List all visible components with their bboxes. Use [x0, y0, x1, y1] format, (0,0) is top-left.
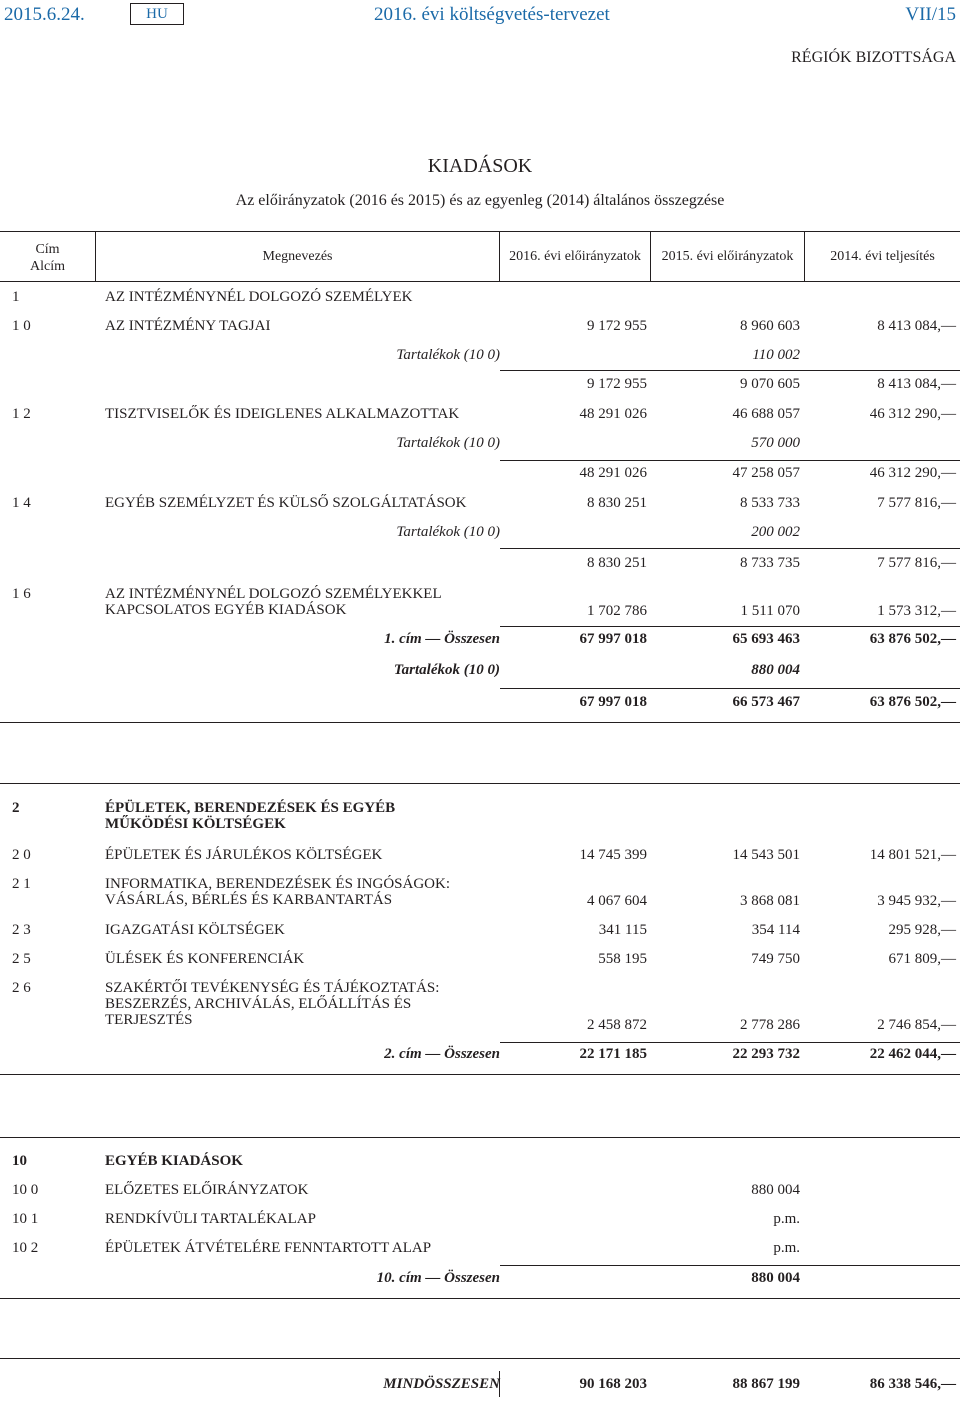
- grand-total-divider: [499, 1371, 500, 1397]
- row-code: 10 1: [12, 1211, 39, 1227]
- header-bottom-rule: [0, 281, 960, 282]
- value-2014: 671 809,—: [888, 951, 956, 967]
- row-name: INFORMATIKA, BERENDEZÉSEK ÉS INGÓSÁGOK: VÁSÁRLÁS, BÉRLÉS ÉS KARBANTARTÁS: [105, 876, 450, 908]
- value-2016: 67 997 018: [579, 631, 647, 647]
- value-2014: 1 573 312,—: [877, 603, 956, 619]
- value-2015: 66 573 467: [732, 694, 800, 710]
- value-2015: 880 004: [751, 1182, 800, 1198]
- rule: [0, 783, 960, 784]
- value-2014: 63 876 502,—: [869, 631, 956, 647]
- value-2014: 295 928,—: [888, 922, 956, 938]
- rule: [0, 1074, 960, 1075]
- value-2016: 558 195: [598, 951, 647, 967]
- row-code: 10 2: [12, 1240, 39, 1256]
- row-name: EGYÉB KIADÁSOK: [105, 1153, 243, 1169]
- value-2016: 1 702 786: [587, 603, 647, 619]
- rule: [0, 1137, 960, 1138]
- value-2014: 63 876 502,—: [869, 694, 956, 710]
- value-2016: 90 168 203: [579, 1376, 647, 1392]
- rule: [0, 1358, 960, 1359]
- row-name: RENDKÍVÜLI TARTALÉKALAP: [105, 1211, 316, 1227]
- value-2014: 2 746 854,—: [877, 1017, 956, 1033]
- row-code: 2 5: [12, 951, 31, 967]
- value-2016: 48 291 026: [579, 406, 647, 422]
- value-2016: 341 115: [598, 922, 647, 938]
- row-label: 1. cím — Összesen: [384, 631, 500, 647]
- value-2014: 8 413 084,—: [877, 376, 956, 392]
- row-code: 1: [12, 289, 20, 305]
- row-code: 1 2: [12, 406, 31, 422]
- value-2015: 749 750: [751, 951, 800, 967]
- rule: [500, 460, 960, 461]
- value-2014: 46 312 290,—: [869, 406, 956, 422]
- value-2016: 8 830 251: [587, 555, 647, 571]
- value-2016: 9 172 955: [587, 318, 647, 334]
- institution-name: RÉGIÓK BIZOTTSÁGA: [791, 49, 956, 66]
- value-2014: 46 312 290,—: [869, 465, 956, 481]
- row-name: EGYÉB SZEMÉLYZET ÉS KÜLSŐ SZOLGÁLTATÁSOK: [105, 495, 467, 511]
- row-code: 1 4: [12, 495, 31, 511]
- row-name: AZ INTÉZMÉNY TAGJAI: [105, 318, 271, 334]
- value-2016: 9 172 955: [587, 376, 647, 392]
- rule: [500, 548, 960, 549]
- row-code: 2 3: [12, 922, 31, 938]
- value-2015: p.m.: [773, 1211, 800, 1227]
- value-2014: 86 338 546,—: [869, 1376, 956, 1392]
- row-name: AZ INTÉZMÉNYNÉL DOLGOZÓ SZEMÉLYEK: [105, 289, 413, 305]
- rule: [500, 626, 960, 627]
- value-2014: 22 462 044,—: [869, 1046, 956, 1062]
- row-name: ÉPÜLETEK, BERENDEZÉSEK ÉS EGYÉB MŰKÖDÉSI KÖLTSÉGEK: [105, 800, 396, 832]
- value-2015: 570 000: [751, 435, 800, 451]
- header-date: 2015.6.24.: [4, 4, 85, 25]
- value-2016: 4 067 604: [587, 893, 647, 909]
- value-2015: 1 511 070: [740, 603, 800, 619]
- row-label: Tartalékok (10 0): [393, 662, 500, 678]
- row-code: 2: [12, 800, 20, 816]
- value-2015: 9 070 605: [740, 376, 800, 392]
- row-code: 1 6: [12, 586, 31, 602]
- value-2016: 67 997 018: [579, 694, 647, 710]
- rule: [0, 1298, 960, 1299]
- row-code: 2 6: [12, 980, 31, 996]
- value-2015: p.m.: [773, 1240, 800, 1256]
- header-doc-title: 2016. évi költségvetés-tervezet: [374, 4, 610, 25]
- language-label: HU: [146, 6, 168, 22]
- row-name: ÉPÜLETEK ÉS JÁRULÉKOS KÖLTSÉGEK: [105, 847, 383, 863]
- value-2015: 8 733 735: [740, 555, 800, 571]
- row-name: ÉPÜLETEK ÁTVÉTELÉRE FENNTARTOTT ALAP: [105, 1240, 432, 1256]
- value-2016: 22 171 185: [579, 1046, 647, 1062]
- rule: [0, 722, 960, 723]
- value-2015: 110 002: [752, 347, 800, 363]
- row-code: 2 1: [12, 876, 31, 892]
- row-name: AZ INTÉZMÉNYNÉL DOLGOZÓ SZEMÉLYEKKEL KAPCSOLATOS EGYÉB KIADÁSOK: [105, 586, 442, 618]
- value-2014: 7 577 816,—: [877, 495, 956, 511]
- value-2014: 14 801 521,—: [869, 847, 956, 863]
- value-2014: 7 577 816,—: [877, 555, 956, 571]
- value-2015: 8 533 733: [740, 495, 800, 511]
- value-2014: 8 413 084,—: [877, 318, 956, 334]
- rule: [500, 688, 960, 689]
- page-subtitle: Az előirányzatok (2016 és 2015) és az egyenleg (2014) általános összegzése: [235, 192, 725, 209]
- rule: [500, 1265, 960, 1266]
- row-code: 1 0: [12, 318, 31, 334]
- header-page-number: VII/15: [905, 4, 956, 25]
- row-name: SZAKÉRTŐI TEVÉKENYSÉG ÉS TÁJÉKOZTATÁS: BESZERZÉS, ARCHIVÁLÁS, ELŐÁLLÍTÁS ÉS TERJESZTÉS: [105, 980, 440, 1028]
- column-header-2015: 2015. évi előirányzatok: [661, 249, 794, 264]
- value-2015: 880 004: [751, 1270, 800, 1286]
- value-2015: 3 868 081: [740, 893, 800, 909]
- value-2015: 8 960 603: [740, 318, 800, 334]
- header-top-rule: [0, 231, 960, 232]
- row-code: 10: [12, 1153, 27, 1169]
- language-badge: [130, 3, 184, 25]
- row-label: 2. cím — Összesen: [384, 1046, 500, 1062]
- row-code: 2 0: [12, 847, 31, 863]
- value-2015: 47 258 057: [732, 465, 800, 481]
- value-2015: 88 867 199: [732, 1376, 800, 1392]
- value-2016: 8 830 251: [587, 495, 647, 511]
- value-2015: 200 002: [751, 524, 800, 540]
- column-header-name: Megnevezés: [262, 249, 333, 264]
- value-2015: 14 543 501: [732, 847, 800, 863]
- row-name: IGAZGATÁSI KÖLTSÉGEK: [105, 922, 285, 938]
- column-header-2016: 2016. évi előirányzatok: [509, 249, 641, 264]
- rule: [500, 1042, 960, 1043]
- row-label: MINDÖSSZESEN: [383, 1376, 500, 1392]
- row-code: 10 0: [12, 1182, 39, 1198]
- column-header-2014: 2014. évi teljesítés: [830, 249, 935, 264]
- page-title: KIADÁSOK: [427, 155, 533, 177]
- value-2015: 22 293 732: [732, 1046, 800, 1062]
- row-label: Tartalékok (10 0): [396, 347, 500, 363]
- value-2016: 14 745 399: [579, 847, 647, 863]
- value-2015: 880 004: [751, 662, 800, 678]
- value-2015: 65 693 463: [732, 631, 800, 647]
- value-2015: 46 688 057: [732, 406, 800, 422]
- value-2016: 48 291 026: [579, 465, 647, 481]
- column-header-code: Cím Alcím: [30, 242, 65, 274]
- row-name: ÜLÉSEK ÉS KONFERENCIÁK: [105, 951, 305, 967]
- value-2014: 3 945 932,—: [877, 893, 956, 909]
- value-2016: 2 458 872: [587, 1017, 647, 1033]
- value-2015: 354 114: [751, 922, 800, 938]
- row-label: Tartalékok (10 0): [396, 524, 500, 540]
- value-2015: 2 778 286: [740, 1017, 800, 1033]
- row-name: ELŐZETES ELŐIRÁNYZATOK: [105, 1182, 309, 1198]
- row-name: TISZTVISELŐK ÉS IDEIGLENES ALKALMAZOTTAK: [105, 406, 460, 422]
- rule: [500, 370, 960, 371]
- row-label: Tartalékok (10 0): [396, 435, 500, 451]
- row-label: 10. cím — Összesen: [376, 1270, 500, 1286]
